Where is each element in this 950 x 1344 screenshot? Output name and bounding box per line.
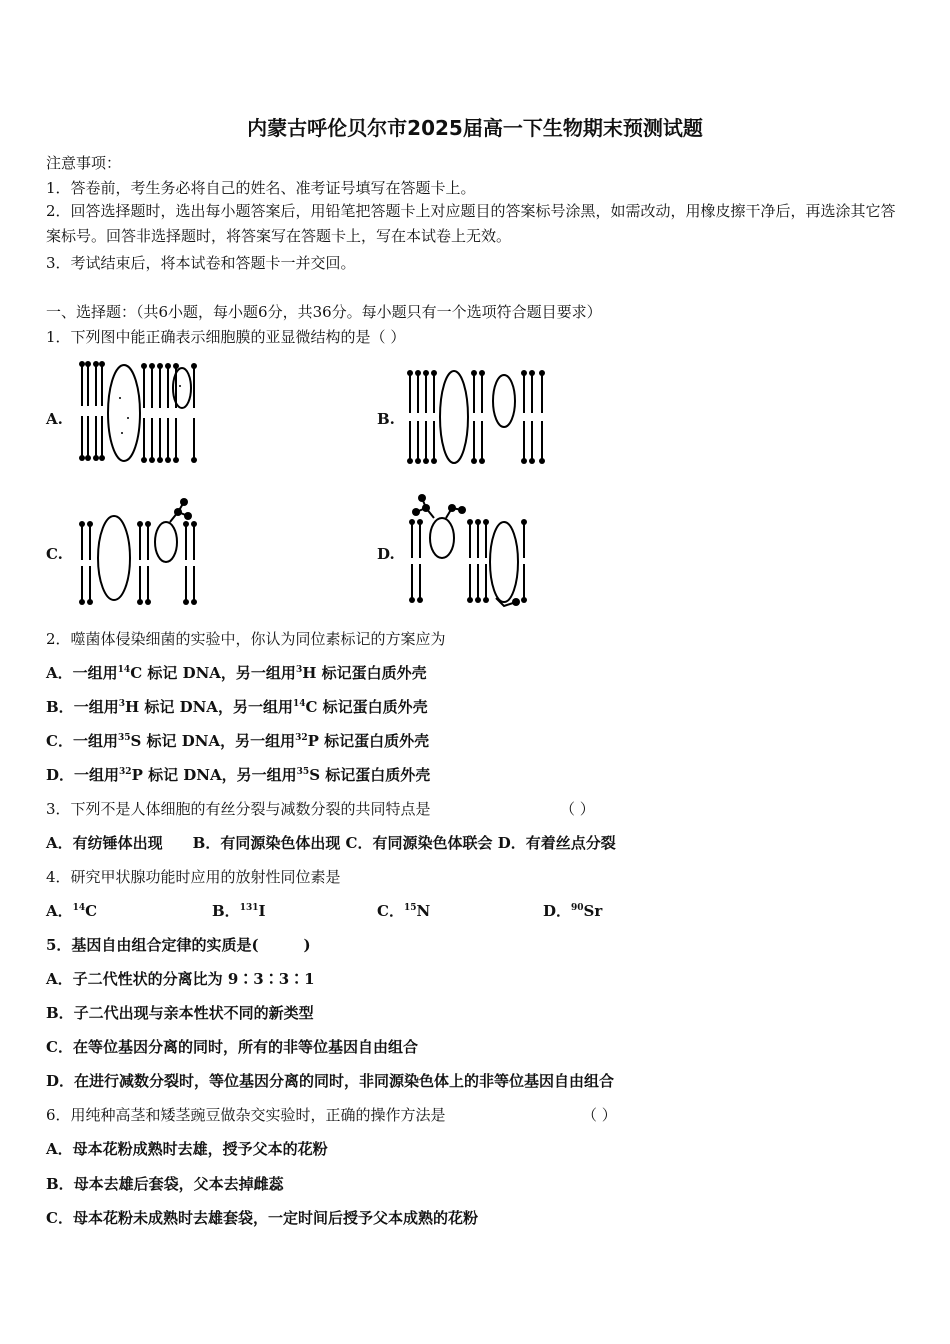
q6-option-c: C．母本花粉未成熟时去雄套袋，一定时间后授予父本成熟的花粉 — [46, 1209, 478, 1227]
q6-option-b: B．母本去雄后套袋，父本去掉雌蕊 — [46, 1175, 284, 1193]
q2-option-d: D．一组用$^{32}$P 标记 DNA，另一组用$^{35}$S 标记蛋白质外壳 — [46, 766, 431, 784]
q1-option-d-label: D. — [377, 545, 395, 563]
q4-option-a: A．$^{14}$C — [46, 902, 98, 920]
membrane-diagram-a — [74, 358, 204, 468]
notice-item-3: 3．考试结束后，将本试卷和答题卡一并交回。 — [46, 254, 356, 272]
q5-option-d: D．在进行减数分裂时，等位基因分离的同时，非同源染色体上的非等位基因自由组合 — [46, 1072, 615, 1090]
q5-option-a: A．子二代性状的分离比为 9∶3∶3∶1 — [46, 970, 315, 988]
membrane-diagram-d — [404, 492, 539, 610]
q2-option-b: B．一组用$^3$H 标记 DNA，另一组用$^{14}$C 标记蛋白质外壳 — [46, 698, 428, 716]
notice-item-1: 1．答卷前，考生务必将自己的姓名、准考证号填写在答题卡上。 — [46, 179, 476, 197]
q3-stem: 3．下列不是人体细胞的有丝分裂与减数分裂的共同特点是 — [46, 800, 431, 818]
q5-option-c: C．在等位基因分离的同时，所有的非等位基因自由组合 — [46, 1038, 418, 1056]
q4-stem: 4．研究甲状腺功能时应用的放射性同位素是 — [46, 868, 341, 886]
notice-heading: 注意事项： — [46, 154, 122, 172]
q2-option-a: A．一组用$^{14}$C 标记 DNA，另一组用$^3$H 标记蛋白质外壳 — [46, 664, 427, 682]
q1-option-c-label: C. — [46, 545, 63, 563]
section-heading: 一、选择题：（共6小题，每小题6分，共36分。每小题只有一个选项符合题目要求） — [46, 303, 602, 321]
q2-stem: 2．噬菌体侵染细菌的实验中，你认为同位素标记的方案应为 — [46, 630, 446, 648]
q3-answer-bracket: （ ） — [560, 800, 595, 818]
q1-stem: 1．下列图中能正确表示细胞膜的亚显微结构的是（ ） — [46, 328, 406, 346]
q4-option-c: C．$^{15}$N — [377, 902, 431, 920]
q4-option-d: D．$^{90}$Sr — [543, 902, 603, 920]
q4-option-b: B．$^{131}$I — [212, 902, 266, 920]
page-title: 内蒙古呼伦贝尔市2025届高一下生物期末预测试题 — [247, 116, 703, 140]
q1-option-b-label: B. — [377, 410, 395, 428]
membrane-diagram-b — [404, 365, 554, 470]
q6-stem: 6．用纯种高茎和矮茎豌豆做杂交实验时，正确的操作方法是 — [46, 1106, 446, 1124]
q5-option-b: B．子二代出现与亲本性状不同的新类型 — [46, 1004, 314, 1022]
q6-option-a: A．母本花粉成熟时去雄，授予父本的花粉 — [46, 1140, 328, 1158]
q3-options: A．有纺锤体出现 B．有同源染色体出现 C．有同源染色体联会 D．有着丝点分裂 — [46, 834, 616, 852]
notice-item-2: 2．回答选择题时，选出每小题答案后，用铅笔把答题卡上对应题目的答案标号涂黑，如需改动，用橡皮擦干净后，再选涂其它答案标号。回答非选择题时，将答案写在答题卡上，写在本试卷上无效。 — [46, 202, 896, 245]
q1-option-a-label: A. — [46, 410, 63, 428]
q6-answer-bracket: （ ） — [582, 1106, 617, 1124]
q5-stem: 5．基因自由组合定律的实质是( ) — [46, 936, 311, 954]
q2-option-c: C．一组用$^{35}$S 标记 DNA，另一组用$^{32}$P 标记蛋白质外壳 — [46, 732, 430, 750]
membrane-diagram-c — [74, 496, 209, 608]
